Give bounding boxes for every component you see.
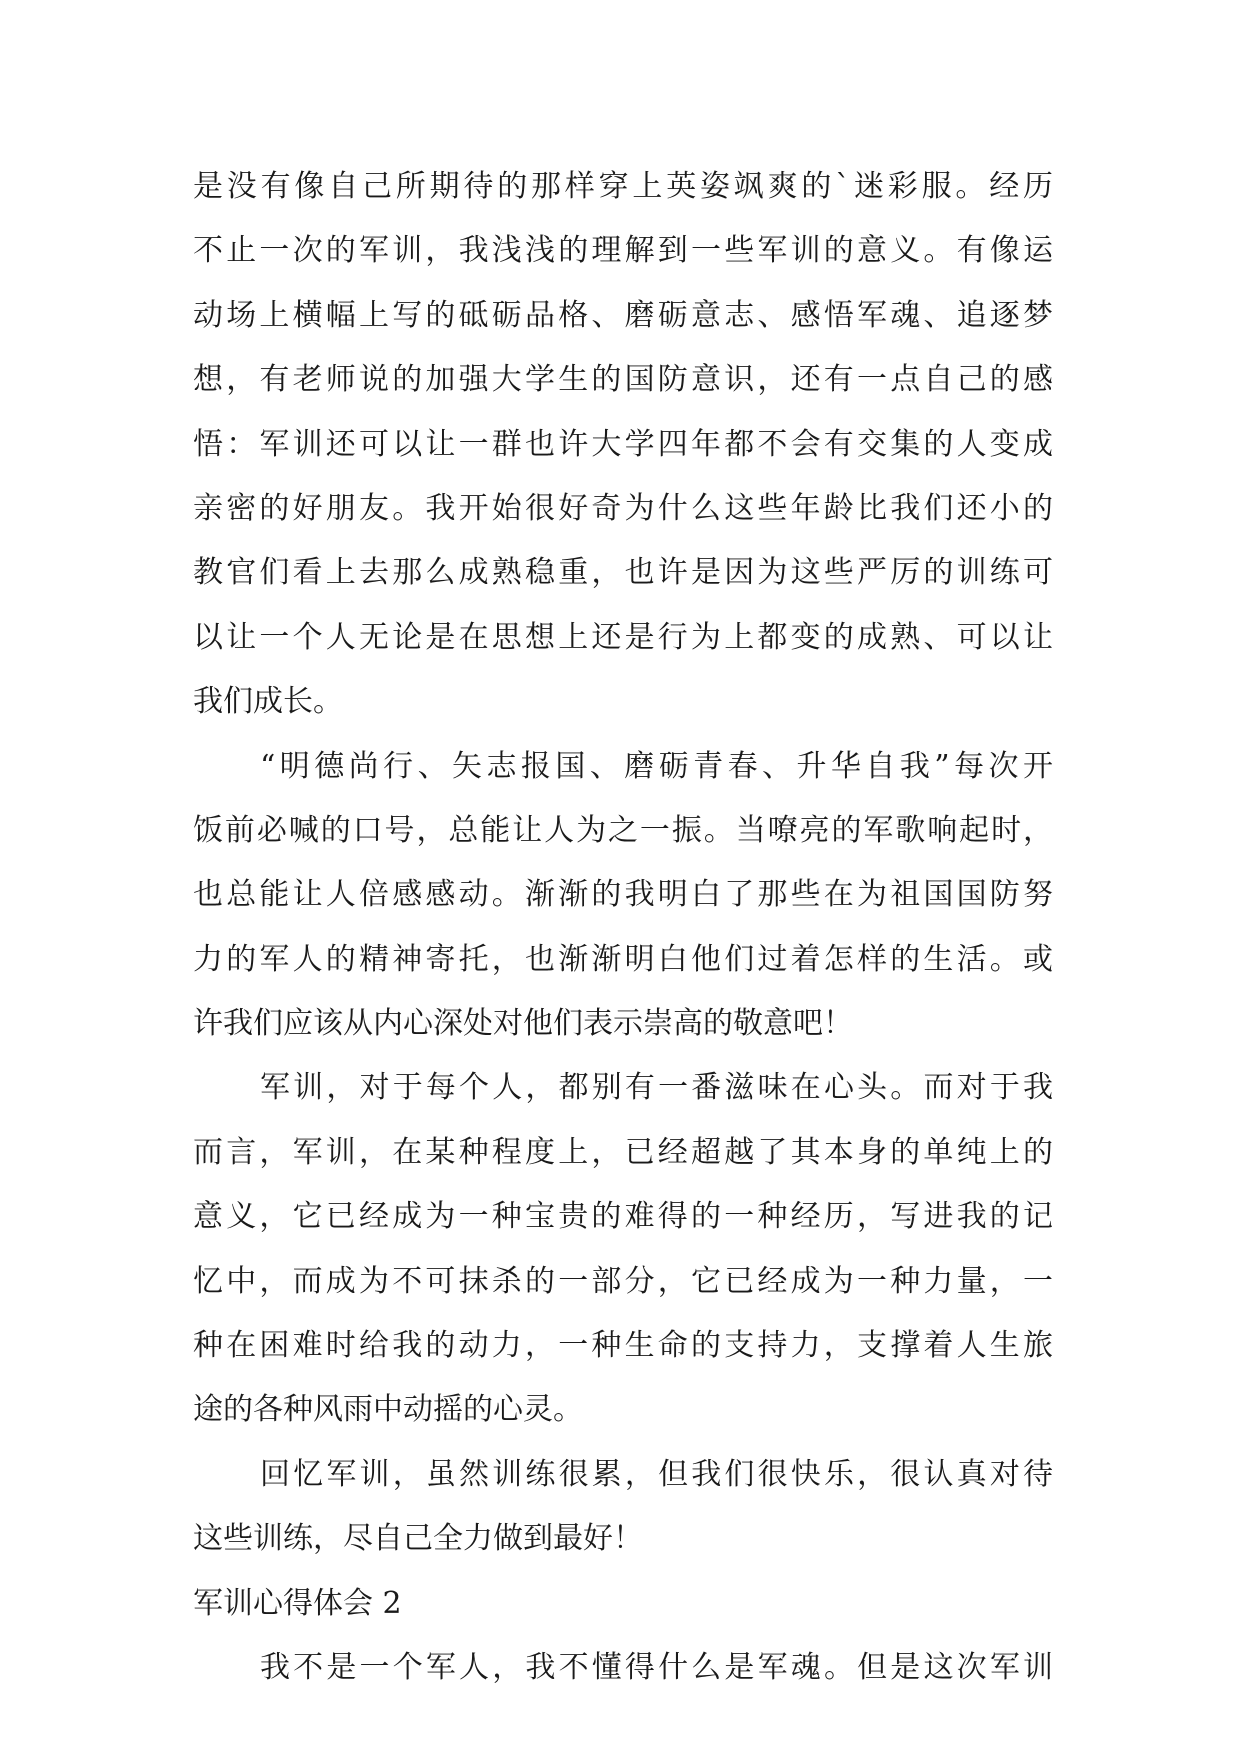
- text-line: 而言，军训，在某种程度上，已经超越了其本身的单纯上的: [193, 1134, 1053, 1170]
- text-line: 许我们应该从内心深处对他们表示崇高的敬意吧！: [193, 1006, 853, 1042]
- text-line: 是没有像自己所期待的那样穿上英姿飒爽的`迷彩服。经历: [193, 169, 1053, 204]
- text-line: 亲密的好朋友。我开始很好奇为什么这些年龄比我们还小的: [193, 490, 1053, 526]
- text-line: 也总能让人倍感感动。渐渐的我明白了那些在为祖国国防努: [193, 877, 1053, 913]
- text-line: 意义，它已经成为一种宝贵的难得的一种经历，写进我的记: [193, 1199, 1053, 1235]
- text-line: 忆中，而成为不可抹杀的一部分，它已经成为一种力量，一: [193, 1263, 1053, 1299]
- text-line: 途的各种风雨中动摇的心灵。: [193, 1392, 583, 1428]
- paragraph-4: [193, 1443, 1053, 1572]
- paragraph-1: [193, 155, 1053, 735]
- text-line: 种在困难时给我的动力，一种生命的支持力，支撑着人生旅: [193, 1328, 1053, 1364]
- text-line: 动场上横幅上写的砥砺品格、磨砺意志、感悟军魂、追逐梦: [193, 297, 1053, 333]
- text-line: 想，有老师说的加强大学生的国防意识，还有一点自己的感: [193, 362, 1053, 398]
- document-page: [193, 155, 1053, 1700]
- text-line: “明德尚行、矢志报国、磨砺青春、升华自我”每次开: [260, 748, 1053, 784]
- text-line: 这些训练，尽自己全力做到最好！: [193, 1521, 643, 1557]
- text-line: 回忆军训，虽然训练很累，但我们很快乐，很认真对待: [260, 1456, 1053, 1492]
- text-line: 我不是一个军人，我不懂得什么是军魂。但是这次军训: [260, 1649, 1053, 1685]
- text-line: 以让一个人无论是在思想上还是行为上都变的成熟、可以让: [193, 619, 1053, 655]
- paragraph-3: [193, 1056, 1053, 1442]
- text-line: 不止一次的军训，我浅浅的理解到一些军训的意义。有像运: [193, 233, 1053, 269]
- text-line: 军训，对于每个人，都别有一番滋味在心头。而对于我: [260, 1070, 1053, 1106]
- text-line: 教官们看上去那么成熟稳重，也许是因为这些严厉的训练可: [193, 555, 1053, 591]
- paragraph-2: [193, 735, 1053, 1057]
- text-line: 我们成长。: [193, 684, 343, 720]
- text-line: 悟：军训还可以让一群也许大学四年都不会有交集的人变成: [193, 426, 1053, 462]
- text-line: 饭前必喊的口号，总能让人为之一振。当嘹亮的军歌响起时，: [193, 812, 1053, 848]
- paragraph-5: [193, 1636, 1053, 1700]
- section-heading: 军训心得体会 2: [193, 1585, 402, 1621]
- text-line: 力的军人的精神寄托，也渐渐明白他们过着怎样的生活。或: [193, 941, 1053, 977]
